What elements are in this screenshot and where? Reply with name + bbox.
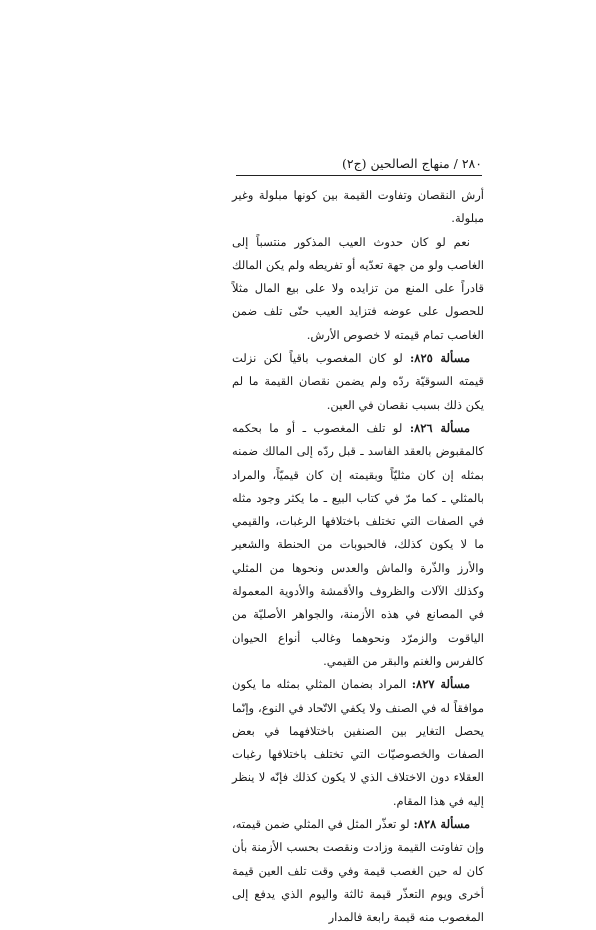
issue-heading: مسألة ٨٢٨: <box>413 817 470 832</box>
issue-827 <box>232 673 484 813</box>
issue-828 <box>232 813 484 929</box>
paragraph-note <box>232 231 484 347</box>
running-title: ٢٨٠ / منهاج الصالحين (ج٢) <box>341 156 482 171</box>
paragraph-continuation <box>232 184 484 231</box>
body-text <box>232 184 484 930</box>
issue-heading: مسألة ٨٢٧: <box>411 677 470 692</box>
issue-825 <box>232 347 484 417</box>
paragraph-text: أرش النقصان وتفاوت القيمة بين كونها مبلولة وغير مبلولة. <box>232 188 484 226</box>
header-rule <box>236 175 482 176</box>
issue-heading: مسألة ٨٢٦: <box>409 420 470 435</box>
paragraph-text: نعم لو كان حدوث العيب المذكور منتسباً إلى الغاصب ولو من جهة تعدّيه أو تفريطه ولم يكن المالك قادراً على المنع من تزايده ولا على بيع المال مثلاً للحصول على عوضه فتزايد العيب حتّى تلف ضمن الغاصب تمام قيمته لا خصوص الأرش. <box>232 234 484 342</box>
issue-826 <box>232 417 484 673</box>
issue-heading: مسألة ٨٢٥: <box>410 351 470 366</box>
paragraph-text: لو تعذّر المثل في المثلي ضمن قيمته، وإن تفاوتت القيمة وزادت ونقصت بحسب الأزمنة بأن كان له حين الغصب قيمة وفي وقت تلف العين قيمة أخرى ويوم التعذّر قيمة ثالثة واليوم الذي يدفع إلى المغصوب منه قيمة رابعة فالمدار <box>232 817 484 925</box>
paragraph-text: المراد بضمان المثلي بمثله ما يكون موافقاً له في الصنف ولا يكفي الاتّحاد في النوع، وإنّما يحصل التغاير بين الصنفين باختلافهما في بعض الصفات والخصوصيّات التي تختلف باختلافها رغبات العقلاء دون الاختلاف الذي لا يكون كذلك فإنّه لا ينظر إليه في هذا المقام. <box>232 677 484 808</box>
paragraph-text: لو كان المغصوب باقياً لكن نزلت قيمته السوقيّة ردّه ولم يضمن نقصان القيمة ما لم يكن ذلك بسبب نقصان في العين. <box>232 351 484 412</box>
paragraph-text: لو تلف المغصوب ـ أو ما بحكمه كالمقبوض بالعقد الفاسد ـ قبل ردّه إلى المالك ضمنه بمثله إن كان مثليّاً وبقيمته إن كان قيميّاً، والمراد بالمثلي ـ كما مرّ في كتاب البيع ـ ما يكثر وجود مثله في الصفات التي تختلف باختلافها الرغبات، والقيمي ما لا يكون كذلك، فالحبوبات من الحنطة والشعير والأرز والذّرة والماش والعدس ونحوها من المثلي وكذلك الآلات والظروف والأقمشة والأدوية المعمولة في المصانع في هذه الأزمنة، والجواهر الأصليّة من الياقوت والزمرّد ونحوهما وغالب أنواع الحيوان كالفرس والغنم والبقر من القيمي. <box>232 420 484 668</box>
running-header <box>236 153 482 175</box>
